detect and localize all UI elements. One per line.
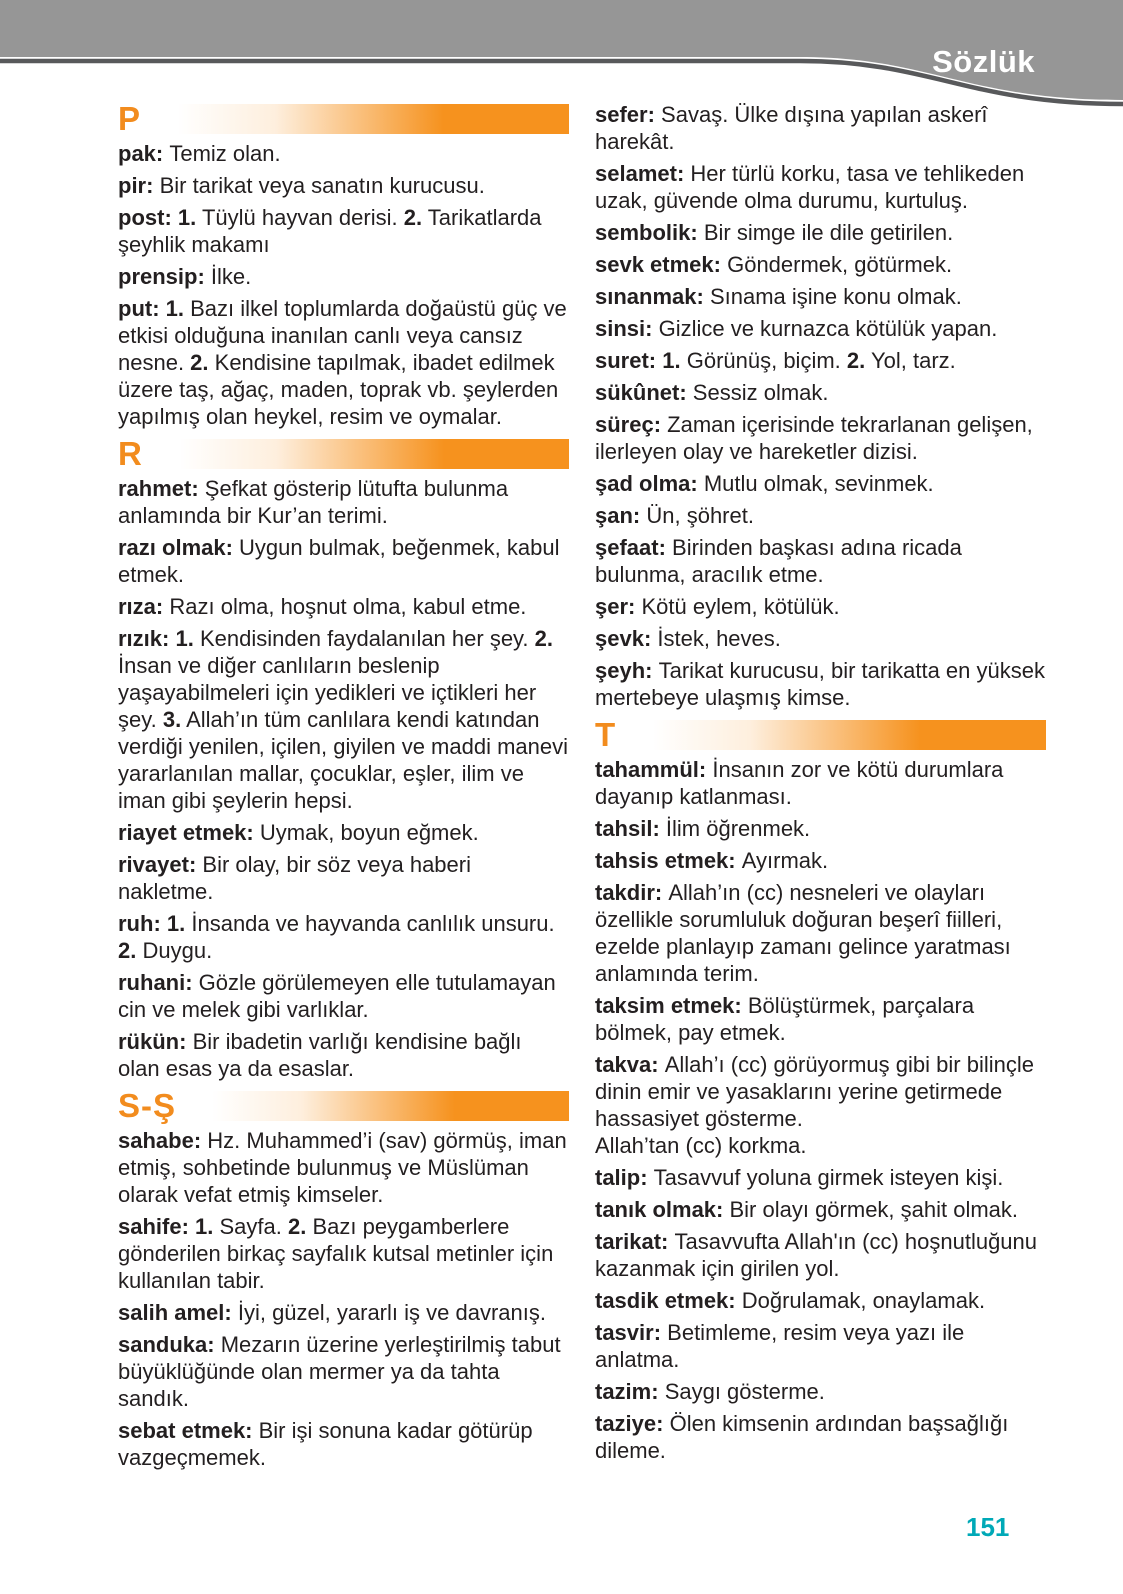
entry-term: sükûnet:: [595, 380, 693, 405]
definition-text: Sınama işine konu olmak.: [709, 284, 962, 309]
glossary-column-right: [595, 101, 1046, 1476]
glossary-entry: [118, 1299, 569, 1326]
glossary-entry: [118, 625, 569, 814]
glossary-entry: [595, 379, 1046, 406]
glossary-entry: [118, 969, 569, 1023]
entry-term: sembolik:: [595, 220, 704, 245]
section-letter: T: [595, 716, 617, 753]
entry-term: tasdik etmek:: [595, 1288, 742, 1313]
glossary-entry: [595, 411, 1046, 465]
entry-term: tazim:: [595, 1379, 665, 1404]
definition-text: Uymak, boyun eğmek.: [259, 820, 479, 845]
glossary-entry: [118, 910, 569, 964]
glossary-entry: [118, 534, 569, 588]
glossary-entry: [595, 847, 1046, 874]
section-header-r: [118, 435, 569, 472]
definition-text: İyi, güzel, yararlı iş ve davranış.: [237, 1300, 546, 1325]
definition-number: 2.: [403, 205, 423, 230]
glossary-entry: [118, 1127, 569, 1208]
glossary-entry: [595, 1051, 1046, 1159]
section-gradient-bar: [179, 439, 569, 469]
definition-number: 3.: [162, 707, 182, 732]
definition-text: Gözle görülemeyen elle tutulamayan cin ve melek gibi varlıklar.: [118, 970, 556, 1022]
entry-term: sinsi:: [595, 316, 659, 341]
entry-term: salih amel:: [118, 1300, 238, 1325]
definition-text: Göndermek, götürmek.: [727, 252, 953, 277]
entry-term: rızık:: [118, 626, 176, 651]
definition-number: 1.: [662, 348, 681, 373]
glossary-entry: [118, 1417, 569, 1471]
entry-term: post:: [118, 205, 178, 230]
glossary-entry: [118, 1213, 569, 1294]
glossary-entry: [595, 593, 1046, 620]
glossary-entry: [595, 1319, 1046, 1373]
glossary-entry: [595, 347, 1046, 374]
definition-text: İlim öğrenmek.: [665, 816, 811, 841]
definition-number: 2.: [846, 348, 866, 373]
definition-text: Allah’ın (cc) nesneleri ve olayları özellikle sorumluluk doğuran beşerî fiilleri, ezelde planlayıp zamanı gelince yaratması anlamında terim.: [595, 880, 1011, 986]
section-gradient-bar: [212, 1091, 569, 1121]
glossary-entry: [118, 204, 569, 258]
glossary-entry: [595, 1287, 1046, 1314]
definition-text: Kendisine tapılmak, ibadet edilmek üzere taş, ağaç, maden, toprak vb. şeylerden yapılmış olan heykel, resim ve oymalar.: [118, 350, 559, 429]
glossary-entry: [595, 315, 1046, 342]
glossary-entry: [595, 219, 1046, 246]
glossary-entry: [595, 992, 1046, 1046]
glossary-entry: [118, 851, 569, 905]
definition-text: Bir olay, bir söz veya haberi nakletme.: [118, 852, 471, 904]
entry-term: sahife:: [118, 1214, 196, 1239]
definition-text: Uygun bulmak, beğenmek, kabul etmek.: [118, 535, 560, 587]
definition-number: 1.: [175, 626, 194, 651]
definition-text: Tasavvuf yoluna girmek isteyen kişi.: [653, 1165, 1004, 1190]
definition-text: Yol, tarz.: [865, 348, 956, 373]
entry-term: rükün:: [118, 1029, 193, 1054]
page-number: 151: [966, 1512, 1010, 1542]
entry-term: ruhani:: [118, 970, 199, 995]
entry-term: talip:: [595, 1165, 654, 1190]
definition-text: Tarikat kurucusu, bir tarikatta en yüksek mertebeye ulaşmış kimse.: [595, 658, 1045, 710]
entry-term: sefer:: [595, 102, 662, 127]
definition-text: Sayfa.: [213, 1214, 288, 1239]
glossary-column-left: [118, 101, 569, 1476]
definition-text: Sessiz olmak.: [692, 380, 829, 405]
entry-term: tahsis etmek:: [595, 848, 742, 873]
entry-term: şan:: [595, 503, 647, 528]
entry-term: prensip:: [118, 264, 211, 289]
entry-term: pir:: [118, 173, 160, 198]
definition-text: Tasavvufta Allah'ın (cc) hoşnutluğunu kazanmak için girilen yol.: [595, 1229, 1038, 1281]
entry-term: sahabe:: [118, 1128, 208, 1153]
definition-text: Bir olayı görmek, şahit olmak.: [729, 1197, 1019, 1222]
definition-text: Allah’ın tüm canlılara kendi katından verdiği yenilen, içilen, giyilen ve maddi manevi yararlanılan mallar, çocuklar, eşler, ilim ve iman gibi şeylerin hepsi.: [118, 707, 569, 813]
definition-number: 2.: [534, 626, 554, 651]
definition-text: Mutlu olmak, sevinmek.: [703, 471, 934, 496]
definition-text: Görünüş, biçim.: [680, 348, 847, 373]
definition-text: Duygu.: [136, 938, 213, 963]
definition-text: Şefkat gösterip lütufta bulunma anlamında bir Kur’an terimi.: [118, 476, 509, 528]
definition-text: İstek, heves.: [657, 626, 781, 651]
section-letter: P: [118, 100, 142, 137]
definition-text: Doğrulamak, onaylamak.: [741, 1288, 986, 1313]
definition-text: Allah’ı (cc) görüyormuş gibi bir bilinçle dinin emir ve yasaklarını yerine getirmede hassasiyet gösterme.: [595, 1052, 1034, 1131]
definition-text: Bazı peygamberlere gönderilen birkaç sayfalık kutsal metinler için kullanılan tabir.: [118, 1214, 554, 1293]
glossary-entry: [595, 470, 1046, 497]
definition-number: 2.: [287, 1214, 307, 1239]
entry-term: suret:: [595, 348, 663, 373]
definition-text: Ün, şöhret.: [646, 503, 754, 528]
entry-term: riayet etmek:: [118, 820, 260, 845]
section-gradient-bar: [652, 720, 1046, 750]
definition-text: Saygı gösterme.: [664, 1379, 825, 1404]
section-letter: S-Ş: [118, 1087, 177, 1124]
definition-text: Bölüştürmek, parçalara bölmek, pay etmek.: [595, 993, 975, 1045]
glossary-entry: [118, 819, 569, 846]
definition-number: 2.: [190, 350, 209, 375]
entry-term: pak:: [118, 141, 170, 166]
entry-term: sınanmak:: [595, 284, 710, 309]
definition-number: 1.: [166, 911, 186, 936]
glossary-entry: [595, 502, 1046, 529]
entry-term: tahsil:: [595, 816, 666, 841]
glossary-entry: [595, 160, 1046, 214]
entry-term: şeyh:: [595, 658, 659, 683]
entry-term: rivayet:: [118, 852, 203, 877]
glossary-entry: [118, 475, 569, 529]
glossary-entry: [118, 1028, 569, 1082]
definition-text: İnsanda ve hayvanda canlılık unsuru.: [185, 911, 555, 936]
entry-term: put:: [118, 296, 166, 321]
definition-text: Bir simge ile dile getirilen.: [703, 220, 954, 245]
entry-term: taziye:: [595, 1411, 670, 1436]
glossary-entry: [118, 140, 569, 167]
section-header-p: [118, 100, 569, 137]
definition-number: 1.: [177, 205, 197, 230]
glossary-entry: [595, 1196, 1046, 1223]
entry-term: takdir:: [595, 880, 669, 905]
entry-term: sebat etmek:: [118, 1418, 259, 1443]
glossary-entry: [118, 1331, 569, 1412]
definition-text: Kötü eylem, kötülük.: [641, 594, 840, 619]
entry-term: selamet:: [595, 161, 691, 186]
definition-text: Her türlü korku, tasa ve tehlikeden uzak, güvende olma durumu, kurtuluş.: [595, 161, 1025, 213]
definition-text: Zaman içerisinde tekrarlanan gelişen, ilerleyen olay ve hareketler dizisi.: [595, 412, 1033, 464]
entry-term: şad olma:: [595, 471, 704, 496]
definition-text: Tarikatlarda şeyhlik makamı: [118, 205, 542, 257]
glossary-entry: [595, 879, 1046, 987]
definition-text: İlke.: [210, 264, 252, 289]
entry-term: rıza:: [118, 594, 170, 619]
entry-term: şer:: [595, 594, 642, 619]
entry-term: tanık olmak:: [595, 1197, 730, 1222]
glossary-entry: [118, 295, 569, 430]
section-header-t: [595, 716, 1046, 753]
entry-term: şefaat:: [595, 535, 673, 560]
entry-term: taksim etmek:: [595, 993, 748, 1018]
entry-term: tasvir:: [595, 1320, 668, 1345]
glossary-entry: [595, 1378, 1046, 1405]
entry-term: razı olmak:: [118, 535, 240, 560]
glossary-entry: [595, 283, 1046, 310]
glossary-entry: [595, 756, 1046, 810]
definition-text: Bir tarikat veya sanatın kurucusu.: [159, 173, 485, 198]
glossary-content: [118, 101, 1046, 1476]
glossary-entry: [595, 534, 1046, 588]
definition-text: Temiz olan.: [169, 141, 281, 166]
definition-text: Betimleme, resim veya yazı ile anlatma.: [595, 1320, 965, 1372]
section-gradient-bar: [177, 104, 569, 134]
glossary-entry: [595, 101, 1046, 155]
definition-text: Allah’tan (cc) korkma.: [595, 1133, 807, 1158]
page-title: Sözlük: [932, 44, 1035, 79]
glossary-entry: [595, 625, 1046, 652]
section-header-s-ş: [118, 1087, 569, 1124]
glossary-entry: [118, 172, 569, 199]
glossary-entry: [595, 815, 1046, 842]
definition-text: İnsanın zor ve kötü durumlara dayanıp katlanması.: [595, 757, 1004, 809]
entry-term: rahmet:: [118, 476, 205, 501]
definition-number: 1.: [165, 296, 185, 321]
definition-text: Bir işi sonuna kadar götürüp vazgeçmemek.: [118, 1418, 533, 1470]
section-letter: R: [118, 435, 143, 472]
entry-term: sevk etmek:: [595, 252, 728, 277]
definition-text: Gizlice ve kurnazca kötülük yapan.: [658, 316, 998, 341]
definition-number: 2.: [118, 938, 137, 963]
glossary-entry: [595, 251, 1046, 278]
entry-term: süreç:: [595, 412, 668, 437]
definition-text: Kendisinden faydalanılan her şey.: [193, 626, 535, 651]
definition-text: Ölen kimsenin ardından başsağlığı dileme.: [595, 1411, 1009, 1463]
definition-text: Mezarın üzerine yerleştirilmiş tabut büyüklüğünde olan mermer ya da tahta sandık.: [118, 1332, 561, 1411]
definition-text: Ayırmak.: [741, 848, 829, 873]
glossary-entry: [595, 657, 1046, 711]
glossary-entry: [118, 593, 569, 620]
entry-term: şevk:: [595, 626, 658, 651]
glossary-entry: [595, 1164, 1046, 1191]
definition-text: Bir ibadetin varlığı kendisine bağlı olan esas ya da esaslar.: [118, 1029, 522, 1081]
glossary-entry: [595, 1410, 1046, 1464]
definition-text: Razı olma, hoşnut olma, kabul etme.: [169, 594, 527, 619]
entry-term: ruh:: [118, 911, 167, 936]
definition-text: Birinden başkası adına ricada bulunma, aracılık etme.: [595, 535, 962, 587]
entry-term: sanduka:: [118, 1332, 221, 1357]
entry-term: tarikat:: [595, 1229, 675, 1254]
definition-text: Hz. Muhammed’i (sav) görmüş, iman etmiş, sohbetinde bulunmuş ve Müslüman olarak vefat etmiş kimseler.: [118, 1128, 567, 1207]
definition-number: 1.: [195, 1214, 214, 1239]
definition-text: Savaş. Ülke dışına yapılan askerî harekât.: [595, 102, 988, 154]
glossary-entry: [595, 1228, 1046, 1282]
entry-term: tahammül:: [595, 757, 713, 782]
entry-term: takva:: [595, 1052, 665, 1077]
definition-text: İnsan ve diğer canlıların beslenip yaşayabilmeleri için yedikleri ve içtikleri her şey.: [118, 653, 537, 732]
definition-text: Bazı ilkel toplumlarda doğaüstü güç ve etkisi olduğuna inanılan canlı veya cansız nesne.: [118, 296, 567, 375]
definition-text: Tüylü hayvan derisi.: [196, 205, 404, 230]
glossary-entry: [118, 263, 569, 290]
